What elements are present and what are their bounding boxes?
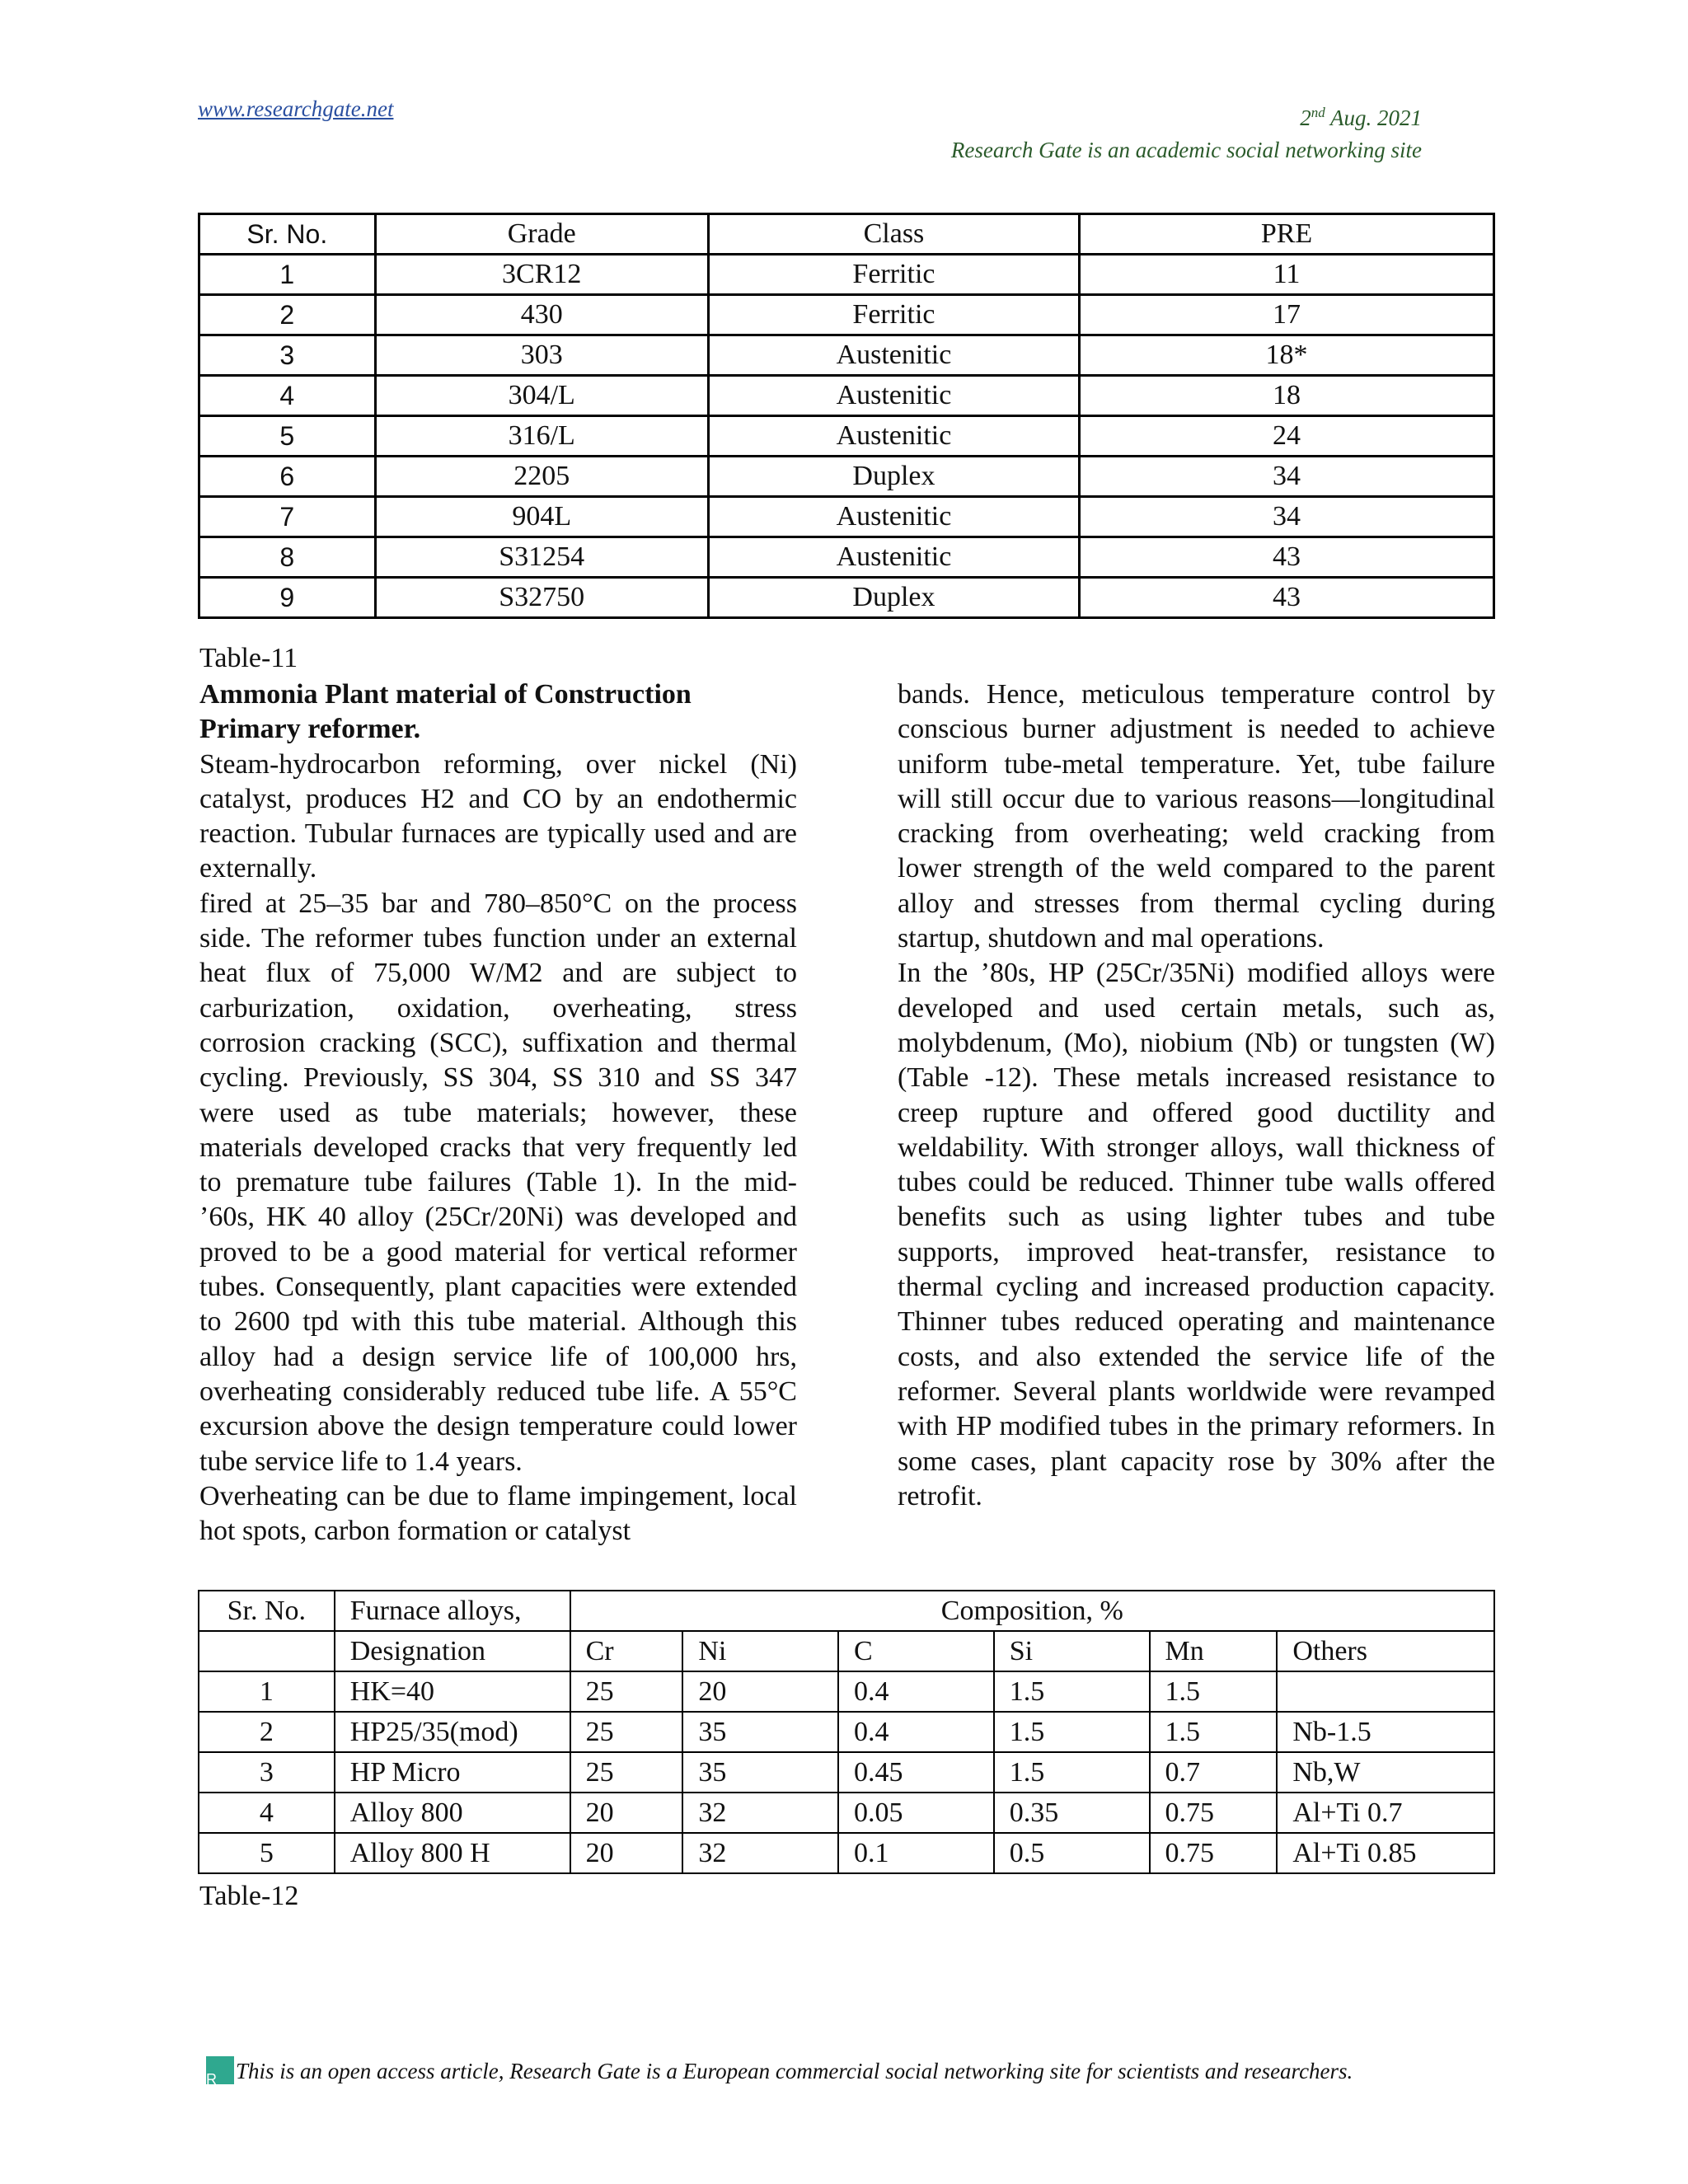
cell-class: Austenitic bbox=[708, 497, 1079, 537]
cell-sr-no: 2 bbox=[199, 295, 376, 335]
cell-sr-no: 8 bbox=[199, 537, 376, 578]
cell-class: Duplex bbox=[708, 457, 1079, 497]
table-row bbox=[199, 497, 1494, 537]
table-11-header-row bbox=[199, 214, 1494, 255]
right-paragraph-2: In the ’80s, HP (25Cr/35Ni) modified alloys were developed and used certain metals, such as, molybdenum, (Mo), niobium (Nb) or tungsten (W) (Table -12). These metals increased resistance to creep rupture and offered good ductility and weldability. With stronger alloys, wall thickness of tubes could be reduced. Thinner tube walls offered benefits such as using lighter tubes and tube supports, improved heat-transfer, resistance to thermal cycling and increased production capacity. Thinner tubes reduced operating and maintenance costs, and also extended the service life of the reformer. Several plants worldwide were revamped with HP modified tubes in the primary reformers. In some cases, plant capacity rose by 30% after the retrofit. bbox=[898, 958, 1495, 1511]
table-11-caption: Table-11 bbox=[199, 643, 298, 673]
table-12-header-row bbox=[199, 1591, 1494, 1631]
header-grade: Grade bbox=[375, 214, 708, 255]
left-paragraph-3: Overheating can be due to flame impingement, local hot spots, carbon formation or catalyst bbox=[199, 1480, 797, 1547]
cell-ni: 35 bbox=[682, 1752, 838, 1793]
table-12-caption: Table-12 bbox=[199, 1881, 299, 1911]
table-row bbox=[199, 537, 1494, 578]
cell-si: 1.5 bbox=[994, 1752, 1150, 1793]
cell-class: Austenitic bbox=[708, 335, 1079, 376]
cell-others: Nb,W bbox=[1277, 1752, 1494, 1793]
subheader-mn: Mn bbox=[1150, 1631, 1278, 1671]
table-row bbox=[199, 1833, 1494, 1873]
cell-designation: HP Micro bbox=[335, 1752, 570, 1793]
table-12-subheader-row bbox=[199, 1631, 1494, 1671]
date-rest: Aug. 2021 bbox=[1325, 105, 1422, 130]
header-sr-no: Sr. No. bbox=[199, 1591, 335, 1631]
cell-c: 0.45 bbox=[838, 1752, 994, 1793]
cell-pre: 43 bbox=[1080, 578, 1494, 618]
table-row bbox=[199, 1793, 1494, 1833]
cell-sr-no: 6 bbox=[199, 457, 376, 497]
cell-ni: 32 bbox=[682, 1833, 838, 1873]
cell-sr-no: 1 bbox=[199, 1671, 335, 1712]
cell-sr-no: 4 bbox=[199, 1793, 335, 1833]
table-row bbox=[199, 457, 1494, 497]
cell-sr-no: 7 bbox=[199, 497, 376, 537]
cell-pre: 18 bbox=[1080, 376, 1494, 416]
cell-ni: 20 bbox=[682, 1671, 838, 1712]
cell-pre: 11 bbox=[1080, 255, 1494, 295]
cell-grade: 316/L bbox=[375, 416, 708, 457]
cell-mn: 0.75 bbox=[1150, 1833, 1278, 1873]
right-paragraph-1: bands. Hence, meticulous temperature control by conscious burner adjustment is needed to achieve uniform tube-metal temperature. Yet, tube failure will still occur due to various reasons—longitudinal cracking from overheating; weld cracking from lower strength of the weld compared to the parent alloy and stresses from thermal cycling during startup, shutdown and mal operations. bbox=[898, 679, 1495, 954]
cell-sr-no: 3 bbox=[199, 335, 376, 376]
cell-grade: 430 bbox=[375, 295, 708, 335]
subheader-others: Others bbox=[1277, 1631, 1494, 1671]
cell-others: Al+Ti 0.85 bbox=[1277, 1833, 1494, 1873]
table-row bbox=[199, 1712, 1494, 1752]
cell-sr-no: 1 bbox=[199, 255, 376, 295]
cell-class: Austenitic bbox=[708, 376, 1079, 416]
cell-grade: S31254 bbox=[375, 537, 708, 578]
cell-class: Austenitic bbox=[708, 537, 1079, 578]
cell-sr-no: 5 bbox=[199, 1833, 335, 1873]
cell-sr-no: 3 bbox=[199, 1752, 335, 1793]
table-row bbox=[199, 335, 1494, 376]
date-day: 2 bbox=[1300, 105, 1311, 130]
page-header-right bbox=[951, 96, 1422, 166]
cell-mn: 1.5 bbox=[1150, 1671, 1278, 1712]
left-column bbox=[199, 677, 797, 1586]
researchgate-logo-icon: R bbox=[206, 2056, 234, 2084]
cell-designation: Alloy 800 bbox=[335, 1793, 570, 1833]
cell-pre: 34 bbox=[1080, 457, 1494, 497]
cell-grade: S32750 bbox=[375, 578, 708, 618]
cell-si: 0.35 bbox=[994, 1793, 1150, 1833]
header-pre: PRE bbox=[1080, 214, 1494, 255]
cell-pre: 34 bbox=[1080, 497, 1494, 537]
cell-grade: 304/L bbox=[375, 376, 708, 416]
table-row bbox=[199, 578, 1494, 618]
subheader-c: C bbox=[838, 1631, 994, 1671]
table-12 bbox=[198, 1590, 1495, 1874]
table-row bbox=[199, 416, 1494, 457]
subsection-heading: Primary reformer. bbox=[199, 714, 421, 745]
cell-class: Duplex bbox=[708, 578, 1079, 618]
page-footer bbox=[206, 2059, 1353, 2088]
table-row bbox=[199, 376, 1494, 416]
cell-grade: 904L bbox=[375, 497, 708, 537]
cell-mn: 0.75 bbox=[1150, 1793, 1278, 1833]
cell-si: 1.5 bbox=[994, 1671, 1150, 1712]
cell-cr: 25 bbox=[570, 1752, 683, 1793]
cell-grade: 303 bbox=[375, 335, 708, 376]
cell-c: 0.05 bbox=[838, 1793, 994, 1833]
cell-cr: 25 bbox=[570, 1712, 683, 1752]
cell-designation: HP25/35(mod) bbox=[335, 1712, 570, 1752]
cell-si: 1.5 bbox=[994, 1712, 1150, 1752]
cell-sr-no: 4 bbox=[199, 376, 376, 416]
cell-cr: 20 bbox=[570, 1793, 683, 1833]
cell-grade: 3CR12 bbox=[375, 255, 708, 295]
cell-sr-no: 2 bbox=[199, 1712, 335, 1752]
left-paragraph-1: Steam-hydrocarbon reforming, over nickel (Ni) catalyst, produces H2 and CO by an endothermic reaction. Tubular furnaces are typically used and are externally. bbox=[199, 748, 797, 884]
cell-others bbox=[1277, 1671, 1494, 1712]
table-row bbox=[199, 1671, 1494, 1712]
cell-pre: 17 bbox=[1080, 295, 1494, 335]
cell-others: Nb-1.5 bbox=[1277, 1712, 1494, 1752]
cell-designation: Alloy 800 H bbox=[335, 1833, 570, 1873]
cell-sr-no: 5 bbox=[199, 416, 376, 457]
subheader-si: Si bbox=[994, 1631, 1150, 1671]
cell-class: Austenitic bbox=[708, 416, 1079, 457]
cell-sr-no: 9 bbox=[199, 578, 376, 618]
section-heading: Ammonia Plant material of Construction bbox=[199, 679, 692, 710]
cell-pre: 24 bbox=[1080, 416, 1494, 457]
table-11 bbox=[198, 213, 1495, 619]
header-composition: Composition, % bbox=[570, 1591, 1494, 1631]
header-sr-no: Sr. No. bbox=[199, 214, 376, 255]
cell-ni: 32 bbox=[682, 1793, 838, 1833]
subheader-cr: Cr bbox=[570, 1631, 683, 1671]
subheader-ni: Ni bbox=[682, 1631, 838, 1671]
table-row bbox=[199, 255, 1494, 295]
cell-cr: 20 bbox=[570, 1833, 683, 1873]
cell-ni: 35 bbox=[682, 1712, 838, 1752]
left-paragraph-2: fired at 25–35 bar and 780–850°C on the process side. The reformer tubes function under an external heat flux of 75,000 W/M2 and are subject to carburization, oxidation, overheating, stress corrosion cracking (SCC), suffixation and thermal cycling. Previously, SS 304, SS 310 and SS 347 were used as tube materials; however, these materials developed cracks that very frequently led to premature tube failures (Table 1). In the mid- ’60s, HK 40 alloy (25Cr/20Ni) was developed and proved to be a good material for vertical reformer tubes. Consequently, plant capacities were extended to 2600 tpd with this tube material. Although this alloy had a design service life of 100,000 hrs, overheating considerably reduced tube life. A 55°C excursion above the design temperature could lower tube service life to 1.4 years. bbox=[199, 888, 797, 1477]
cell-c: 0.4 bbox=[838, 1712, 994, 1752]
header-furnace-alloys: Furnace alloys, bbox=[335, 1591, 570, 1631]
cell-class: Ferritic bbox=[708, 295, 1079, 335]
table-row bbox=[199, 295, 1494, 335]
footer-text: This is an open access article, Research Gate is a European commercial social networking site for scientists and researchers. bbox=[236, 2059, 1353, 2083]
cell-pre: 43 bbox=[1080, 537, 1494, 578]
cell-designation: HK=40 bbox=[335, 1671, 570, 1712]
cell-class: Ferritic bbox=[708, 255, 1079, 295]
header-class: Class bbox=[708, 214, 1079, 255]
header-tagline: Research Gate is an academic social networking site bbox=[950, 138, 1422, 162]
cell-c: 0.1 bbox=[838, 1833, 994, 1873]
cell-cr: 25 bbox=[570, 1671, 683, 1712]
date-suffix: nd bbox=[1311, 105, 1325, 120]
right-column bbox=[898, 677, 1495, 1514]
cell-mn: 1.5 bbox=[1150, 1712, 1278, 1752]
cell-c: 0.4 bbox=[838, 1671, 994, 1712]
site-link[interactable]: www.researchgate.net bbox=[198, 96, 394, 121]
header-date bbox=[951, 96, 1422, 134]
subheader-empty bbox=[199, 1631, 335, 1671]
table-row bbox=[199, 1752, 1494, 1793]
cell-pre: 18* bbox=[1080, 335, 1494, 376]
subheader-designation: Designation bbox=[335, 1631, 570, 1671]
cell-others: Al+Ti 0.7 bbox=[1277, 1793, 1494, 1833]
cell-grade: 2205 bbox=[375, 457, 708, 497]
cell-si: 0.5 bbox=[994, 1833, 1150, 1873]
cell-mn: 0.7 bbox=[1150, 1752, 1278, 1793]
